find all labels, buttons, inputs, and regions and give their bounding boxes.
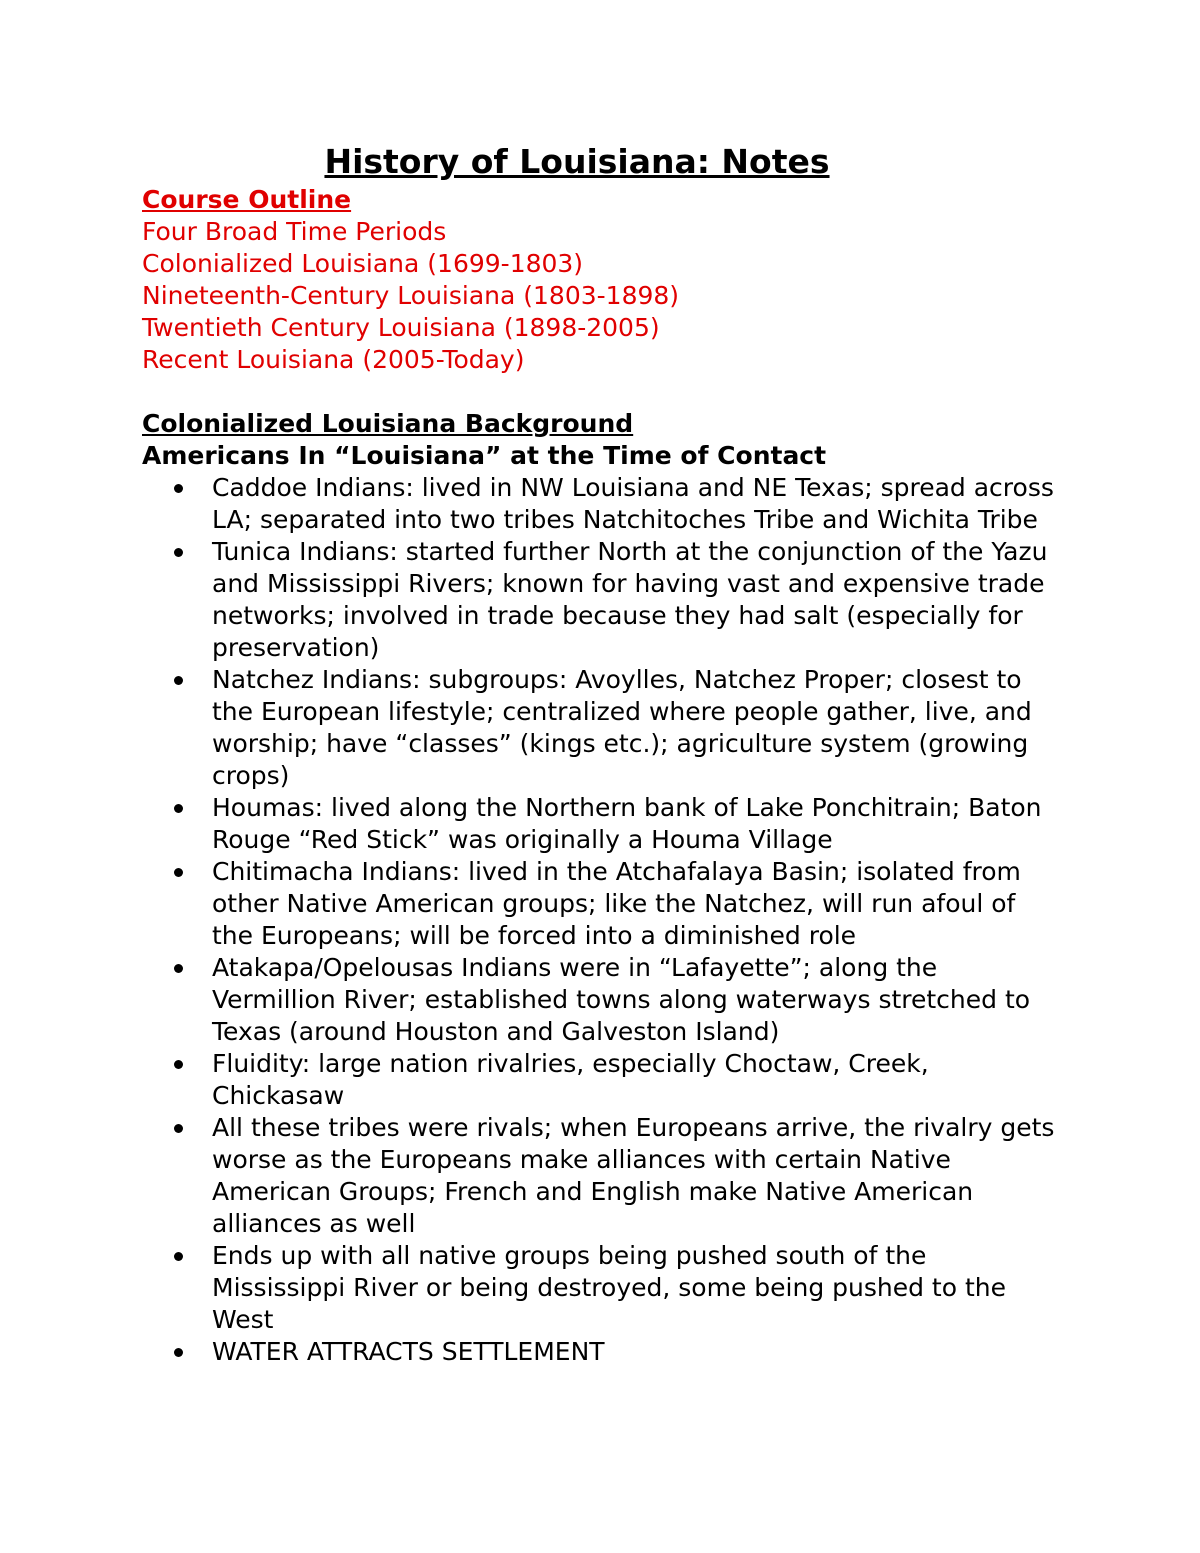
outline-item: Colonialized Louisiana (1699-1803) xyxy=(142,249,584,278)
bullet-icon xyxy=(174,1124,183,1133)
bullet-list xyxy=(142,472,1072,1368)
bullet-icon xyxy=(174,964,183,973)
bullet-item xyxy=(142,536,1057,664)
outline-item: Recent Louisiana (2005-Today) xyxy=(142,345,525,374)
bullet-icon xyxy=(174,868,183,877)
bullet-icon xyxy=(174,1252,183,1261)
bullet-text: All these tribes were rivals; when Europeans arrive, the rivalry gets worse as the Europeans make alliances with certain Native American Groups; French and English make Native American alliances as well xyxy=(212,1113,1055,1238)
bullet-icon xyxy=(174,804,183,813)
outline-item: Twentieth Century Louisiana (1898-2005) xyxy=(142,313,660,342)
bullet-text: Caddoe Indians: lived in NW Louisiana and NE Texas; spread across LA; separated into two tribes Natchitoches Tribe and Wichita Tribe xyxy=(212,473,1054,534)
document-body xyxy=(142,140,1072,1368)
bullet-item xyxy=(142,1112,1057,1240)
bullet-text: Atakapa/Opelousas Indians were in “Lafayette”; along the Vermillion River; established towns along waterways stretched to Texas (around Houston and Galveston Island) xyxy=(212,953,1031,1046)
bullet-item xyxy=(142,856,1057,952)
bullet-item xyxy=(142,664,1057,792)
blank-line xyxy=(142,376,1072,408)
bullet-text: Natchez Indians: subgroups: Avoylles, Natchez Proper; closest to the European lifestyle; centralized where people gather, live, and worship; have “classes” (kings etc.); agriculture system (growing crops) xyxy=(212,665,1032,790)
bullet-item xyxy=(142,952,1057,1048)
bullet-item xyxy=(142,1048,1057,1112)
bullet-icon xyxy=(174,676,183,685)
bullet-item xyxy=(142,1336,1057,1368)
outline-item: Four Broad Time Periods xyxy=(142,217,447,246)
bullet-icon xyxy=(174,1060,183,1069)
course-outline xyxy=(142,184,1072,376)
page-title: History of Louisiana: Notes xyxy=(324,142,830,181)
bullet-item xyxy=(142,792,1057,856)
bullet-text: WATER ATTRACTS SETTLEMENT xyxy=(212,1337,605,1366)
bullet-item xyxy=(142,1240,1057,1336)
bullet-item xyxy=(142,472,1057,536)
bullet-icon xyxy=(174,548,183,557)
bullet-icon xyxy=(174,1348,183,1357)
section-subheading: Americans In “Louisiana” at the Time of Contact xyxy=(142,441,827,470)
course-outline-heading: Course Outline xyxy=(142,185,352,214)
course-outline-list xyxy=(142,216,1072,376)
bullet-icon xyxy=(174,484,183,493)
bullet-text: Chitimacha Indians: lived in the Atchafalaya Basin; isolated from other Native American groups; like the Natchez, will run afoul of the Europeans; will be forced into a diminished role xyxy=(212,857,1021,950)
bullet-text: Fluidity: large nation rivalries, especially Choctaw, Creek, Chickasaw xyxy=(212,1049,929,1110)
bullet-text: Tunica Indians: started further North at the conjunction of the Yazu and Mississippi Rivers; known for having vast and expensive trade networks; involved in trade because they had salt (especially for preservation) xyxy=(212,537,1048,662)
bullet-text: Houmas: lived along the Northern bank of Lake Ponchitrain; Baton Rouge “Red Stick” was originally a Houma Village xyxy=(212,793,1042,854)
bullet-text: Ends up with all native groups being pushed south of the Mississippi River or being destroyed, some being pushed to the West xyxy=(212,1241,1006,1334)
background-section xyxy=(142,408,1072,1368)
section-heading: Colonialized Louisiana Background xyxy=(142,409,634,438)
outline-item: Nineteenth-Century Louisiana (1803-1898) xyxy=(142,281,680,310)
